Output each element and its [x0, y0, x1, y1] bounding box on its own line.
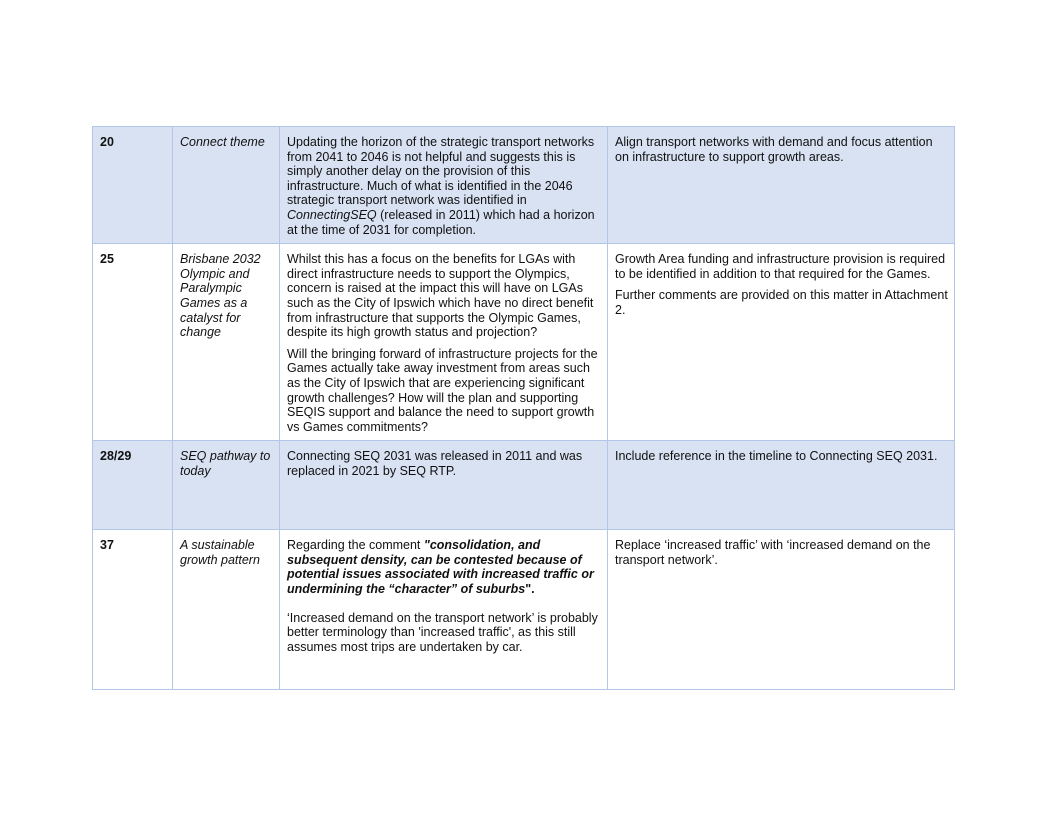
recommendation-paragraph: Further comments are provided on this matter in Attachment 2. [615, 288, 948, 317]
table-row [93, 530, 955, 690]
recommendation-cell [608, 127, 955, 244]
comment-cell [280, 244, 608, 441]
table-row [93, 244, 955, 441]
comment-paragraph: Connecting SEQ 2031 was released in 2011 and was replaced in 2021 by SEQ RTP. [287, 449, 583, 478]
feedback-table [92, 126, 955, 690]
quoted-text: "consolidation, and subsequent density, can be contested because of potential issues associated with increased traffic or undermining the “character” of suburbs [287, 538, 594, 597]
comment-text: (released in 2011) which had a horizon at the time of 2031 for completion. [287, 207, 595, 237]
page-reference-cell: 37 [93, 530, 173, 690]
recommendation-paragraph: Growth Area funding and infrastructure provision is required to be identified in addition to that required for the Games. [615, 252, 946, 281]
section-cell: A sustainable growth pattern [173, 530, 280, 690]
quote-end: ". [525, 582, 535, 597]
table-row [93, 127, 955, 244]
recommendation-cell [608, 244, 955, 441]
comment-paragraph: ‘Increased demand on the transport network’ is probably better terminology than 'increased traffic', as this still assumes most trips are undertaken by car. [287, 610, 598, 654]
section-cell: Brisbane 2032 Olympic and Paralympic Games as a catalyst for change [173, 244, 280, 441]
recommendation-paragraph: Replace ‘increased traffic’ with ‘increased demand on the transport network’. [615, 538, 931, 567]
recommendation-paragraph: Align transport networks with demand and focus attention on infrastructure to support growth areas. [615, 135, 933, 164]
page-reference-cell: 28/29 [93, 441, 173, 530]
comment-paragraph: Will the bringing forward of infrastructure projects for the Games actually take away investment from areas such as the City of Ipswich that are experiencing significant growth challenges? How will the plan and supporting SEQIS support and balance the need to support growth vs Games commitments? [287, 346, 598, 434]
table-row [93, 441, 955, 530]
recommendation-cell [608, 441, 955, 530]
recommendation-paragraph: Include reference in the timeline to Connecting SEQ 2031. [615, 449, 938, 464]
comment-paragraph [287, 538, 601, 596]
comment-text: Updating the horizon of the strategic transport networks from 2041 to 2046 is not helpful and suggests this is simply another delay on the provision of this infrastructure. Much of what is identified in the 2046 strategic transport network was identified in [287, 135, 595, 208]
page-reference-cell: 25 [93, 244, 173, 441]
comment-italic-text: ConnectingSEQ [287, 207, 377, 222]
page-reference-cell: 20 [93, 127, 173, 244]
section-cell: Connect theme [173, 127, 280, 244]
comment-cell [280, 441, 608, 530]
recommendation-cell [608, 530, 955, 690]
comment-cell [280, 530, 608, 690]
comment-paragraph [287, 135, 601, 237]
comment-text: Regarding the comment [287, 538, 424, 553]
comment-paragraph: Whilst this has a focus on the benefits for LGAs with direct infrastructure needs to support the Olympics, concern is raised at the impact this will have on LGAs such as the City of Ipswich which have no direct benefit from infrastructure that supports the Olympic Games, despite its high growth status and projection? [287, 252, 594, 340]
comment-cell [280, 127, 608, 244]
section-cell: SEQ pathway to today [173, 441, 280, 530]
